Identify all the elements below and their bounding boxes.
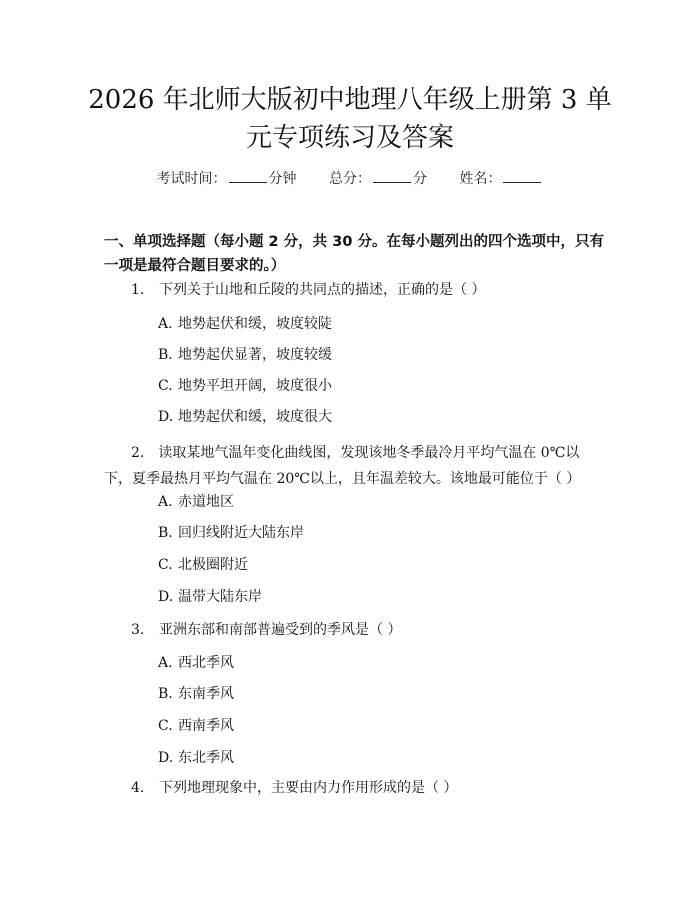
document-title-line-1: 2026 年北师大版初中地理八年级上册第 3 单 bbox=[88, 85, 612, 115]
question-2-option-c bbox=[158, 554, 248, 576]
option-text: 温带大陆东岸 bbox=[178, 589, 262, 605]
question-2-option-a bbox=[158, 491, 234, 513]
question-text: 下列关于山地和丘陵的共同点的描述，正确的是（ ） bbox=[159, 282, 486, 298]
total-score-unit: 分 bbox=[413, 171, 427, 187]
option-text: 地势起伏和缓，坡度很大 bbox=[178, 409, 332, 425]
question-2-option-b bbox=[158, 522, 304, 544]
option-text: 地势平坦开阔，坡度很小 bbox=[178, 378, 332, 394]
question-1-option-b bbox=[158, 344, 332, 366]
option-letter: A. bbox=[158, 494, 173, 510]
exam-meta-row bbox=[0, 168, 700, 188]
option-text: 地势起伏显著，坡度较缓 bbox=[178, 347, 332, 363]
option-letter: C. bbox=[158, 557, 173, 573]
exam-time-blank[interactable] bbox=[229, 170, 267, 183]
total-score-label: 总分： bbox=[329, 171, 371, 187]
option-text: 北极圈附近 bbox=[178, 557, 248, 573]
question-3-option-a bbox=[158, 652, 234, 674]
total-score-field bbox=[329, 168, 427, 188]
option-letter: B. bbox=[158, 525, 173, 541]
exam-time-field bbox=[157, 168, 297, 188]
question-1 bbox=[131, 278, 485, 302]
option-letter: A. bbox=[158, 316, 173, 332]
question-3 bbox=[131, 618, 401, 642]
option-letter: D. bbox=[158, 589, 174, 605]
section-heading: 一、单项选择题（每小题 2 分，共 30 分。在每小题列出的四个选项中，只有一项是最符合题目要求的。） bbox=[104, 234, 604, 274]
option-letter: C. bbox=[158, 378, 173, 394]
student-name-blank[interactable] bbox=[503, 170, 541, 183]
document-title-line-2: 元专项练习及答案 bbox=[245, 123, 454, 153]
question-1-option-d bbox=[158, 406, 332, 428]
option-text: 西南季风 bbox=[178, 718, 234, 734]
question-4 bbox=[131, 776, 457, 800]
option-letter: C. bbox=[158, 718, 173, 734]
option-letter: A. bbox=[158, 655, 173, 671]
option-letter: B. bbox=[158, 347, 173, 363]
exam-time-unit: 分钟 bbox=[268, 171, 297, 187]
question-1-option-a bbox=[158, 313, 332, 335]
question-text: 读取某地气温年变化曲线图，发现该地冬季最冷月平均气温在 0℃以下，夏季最热月平均气温在 20℃以上，且年温差较大。该地最可能位于（ ） bbox=[104, 445, 581, 487]
question-3-option-c bbox=[158, 715, 234, 737]
question-text: 亚洲东部和南部普遍受到的季风是（ ） bbox=[159, 622, 402, 638]
option-text: 回归线附近大陆东岸 bbox=[178, 525, 304, 541]
student-name-field bbox=[459, 168, 543, 188]
question-number: 3. bbox=[131, 622, 145, 638]
option-text: 西北季风 bbox=[178, 655, 234, 671]
option-text: 赤道地区 bbox=[178, 494, 234, 510]
option-text: 东南季风 bbox=[178, 686, 234, 702]
question-3-option-d bbox=[158, 747, 234, 769]
exam-time-label: 考试时间： bbox=[156, 171, 227, 187]
option-letter: D. bbox=[158, 750, 174, 766]
question-text: 下列地理现象中，主要由内力作用形成的是（ ） bbox=[159, 780, 458, 796]
question-number: 2. bbox=[131, 445, 145, 461]
question-1-option-c bbox=[158, 375, 332, 397]
question-2 bbox=[104, 440, 596, 492]
question-2-option-d bbox=[158, 586, 262, 608]
question-number: 4. bbox=[131, 780, 145, 796]
student-name-label: 姓名： bbox=[459, 171, 502, 187]
option-text: 东北季风 bbox=[178, 750, 234, 766]
question-3-option-b bbox=[158, 683, 234, 705]
question-number: 1. bbox=[131, 282, 145, 298]
option-letter: D. bbox=[158, 409, 174, 425]
option-letter: B. bbox=[158, 686, 173, 702]
option-text: 地势起伏和缓，坡度较陡 bbox=[178, 316, 332, 332]
total-score-blank[interactable] bbox=[373, 170, 411, 183]
